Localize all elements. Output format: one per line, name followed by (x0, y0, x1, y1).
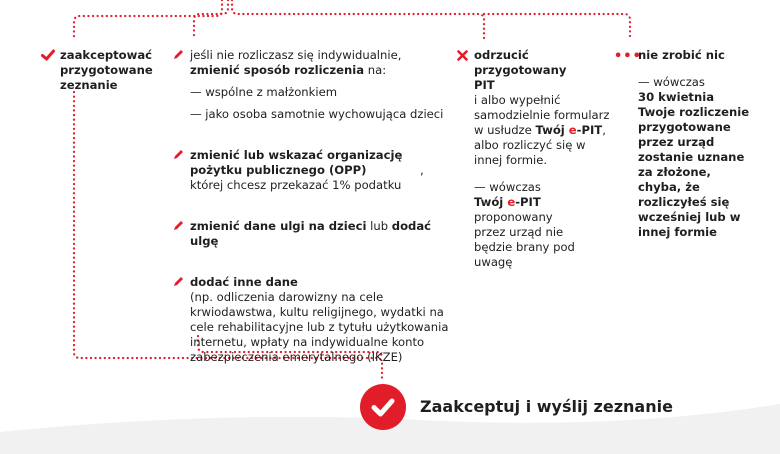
reject-rest-before: i albo wypełnić samodzielnie formularz w usłudze (474, 93, 610, 137)
nothing-label: nie zrobić nic (638, 48, 725, 62)
check-icon (41, 49, 55, 61)
pencil-icon (172, 148, 184, 161)
cta-accept-send-label[interactable]: Zaakceptuj i wyślij zeznanie (420, 397, 673, 416)
nothing-note (638, 75, 753, 240)
change-other-bold: dodać inne dane (190, 275, 298, 289)
change-settlement-intro: jeśli nie rozliczasz się indywidualnie, (190, 48, 402, 62)
pencil-icon (172, 48, 184, 61)
change-opp-bold: zmienić lub wskazać organizację pożytku publicznego (OPP) (190, 148, 403, 177)
x-icon (457, 50, 468, 61)
change-relief-bold-1: zmienić dane ulgi na dzieci (190, 219, 367, 233)
pencil-icon (172, 275, 184, 288)
check-circle-icon (360, 384, 406, 430)
reject-note (474, 180, 614, 270)
change-relief-mid: lub (366, 219, 392, 233)
reject-note-service-a: Twój (474, 195, 508, 209)
reject-service-a: Twój (535, 123, 569, 137)
change-item-settlement[interactable] (190, 48, 450, 122)
nothing-note-intro: — wówczas (638, 75, 705, 89)
change-item-child-relief[interactable] (190, 219, 450, 249)
reject-rest-after: , albo rozliczyć się w innej formie. (474, 123, 606, 167)
option-change-group (190, 48, 450, 365)
change-item-other-data[interactable] (190, 275, 450, 365)
cta-check-circle[interactable] (360, 384, 406, 430)
option-accept-label: zaakceptować przygotowane zeznanie (60, 48, 153, 92)
change-opp-suffix: , (420, 163, 424, 177)
change-relief-bold-2: dodać ulgę (190, 219, 432, 248)
change-other-rest: (np. odliczenia darowizny na cele krwiodawstwa, kultu religijnego, wydatki na cele rehabilitacyjne lub z tytułu użytkowania internetu, wpłaty na indywidualne konto zabezpieczenia emerytalnego (IKZE) (190, 290, 449, 364)
reject-service-e: e (568, 123, 577, 137)
reject-note-intro: — wówczas (474, 180, 541, 194)
dots-icon: ••• (614, 49, 642, 64)
option-reject[interactable] (474, 48, 614, 270)
nothing-note-bold: 30 kwietnia Twoje rozliczenie przygotowane przez urząd zostanie uznane za złożone, chyba, że rozliczyłeś się wcześniej lub w innej formie (638, 90, 750, 239)
reject-note-service-b: -PIT (515, 195, 541, 209)
reject-bold: odrzucić przygotowany PIT (474, 48, 567, 92)
reject-service-b: -PIT (576, 123, 603, 137)
change-opp-rest: której chcesz przekazać 1% podatku (190, 178, 402, 192)
settlement-option-joint: — wspólne z małżonkiem (190, 85, 337, 99)
option-accept[interactable] (60, 48, 160, 93)
change-item-opp[interactable] (190, 148, 450, 193)
reject-note-rest: proponowany przez urząd nie będzie brany pod uwagę (474, 210, 575, 269)
change-settlement-suffix: na: (364, 63, 387, 77)
change-settlement-bold: zmienić sposób rozliczenia (190, 63, 365, 77)
reject-note-service-e: e (507, 195, 516, 209)
option-nothing[interactable] (614, 48, 753, 240)
pencil-icon (172, 219, 184, 232)
settlement-option-single-parent: — jako osoba samotnie wychowująca dzieci (190, 107, 444, 121)
